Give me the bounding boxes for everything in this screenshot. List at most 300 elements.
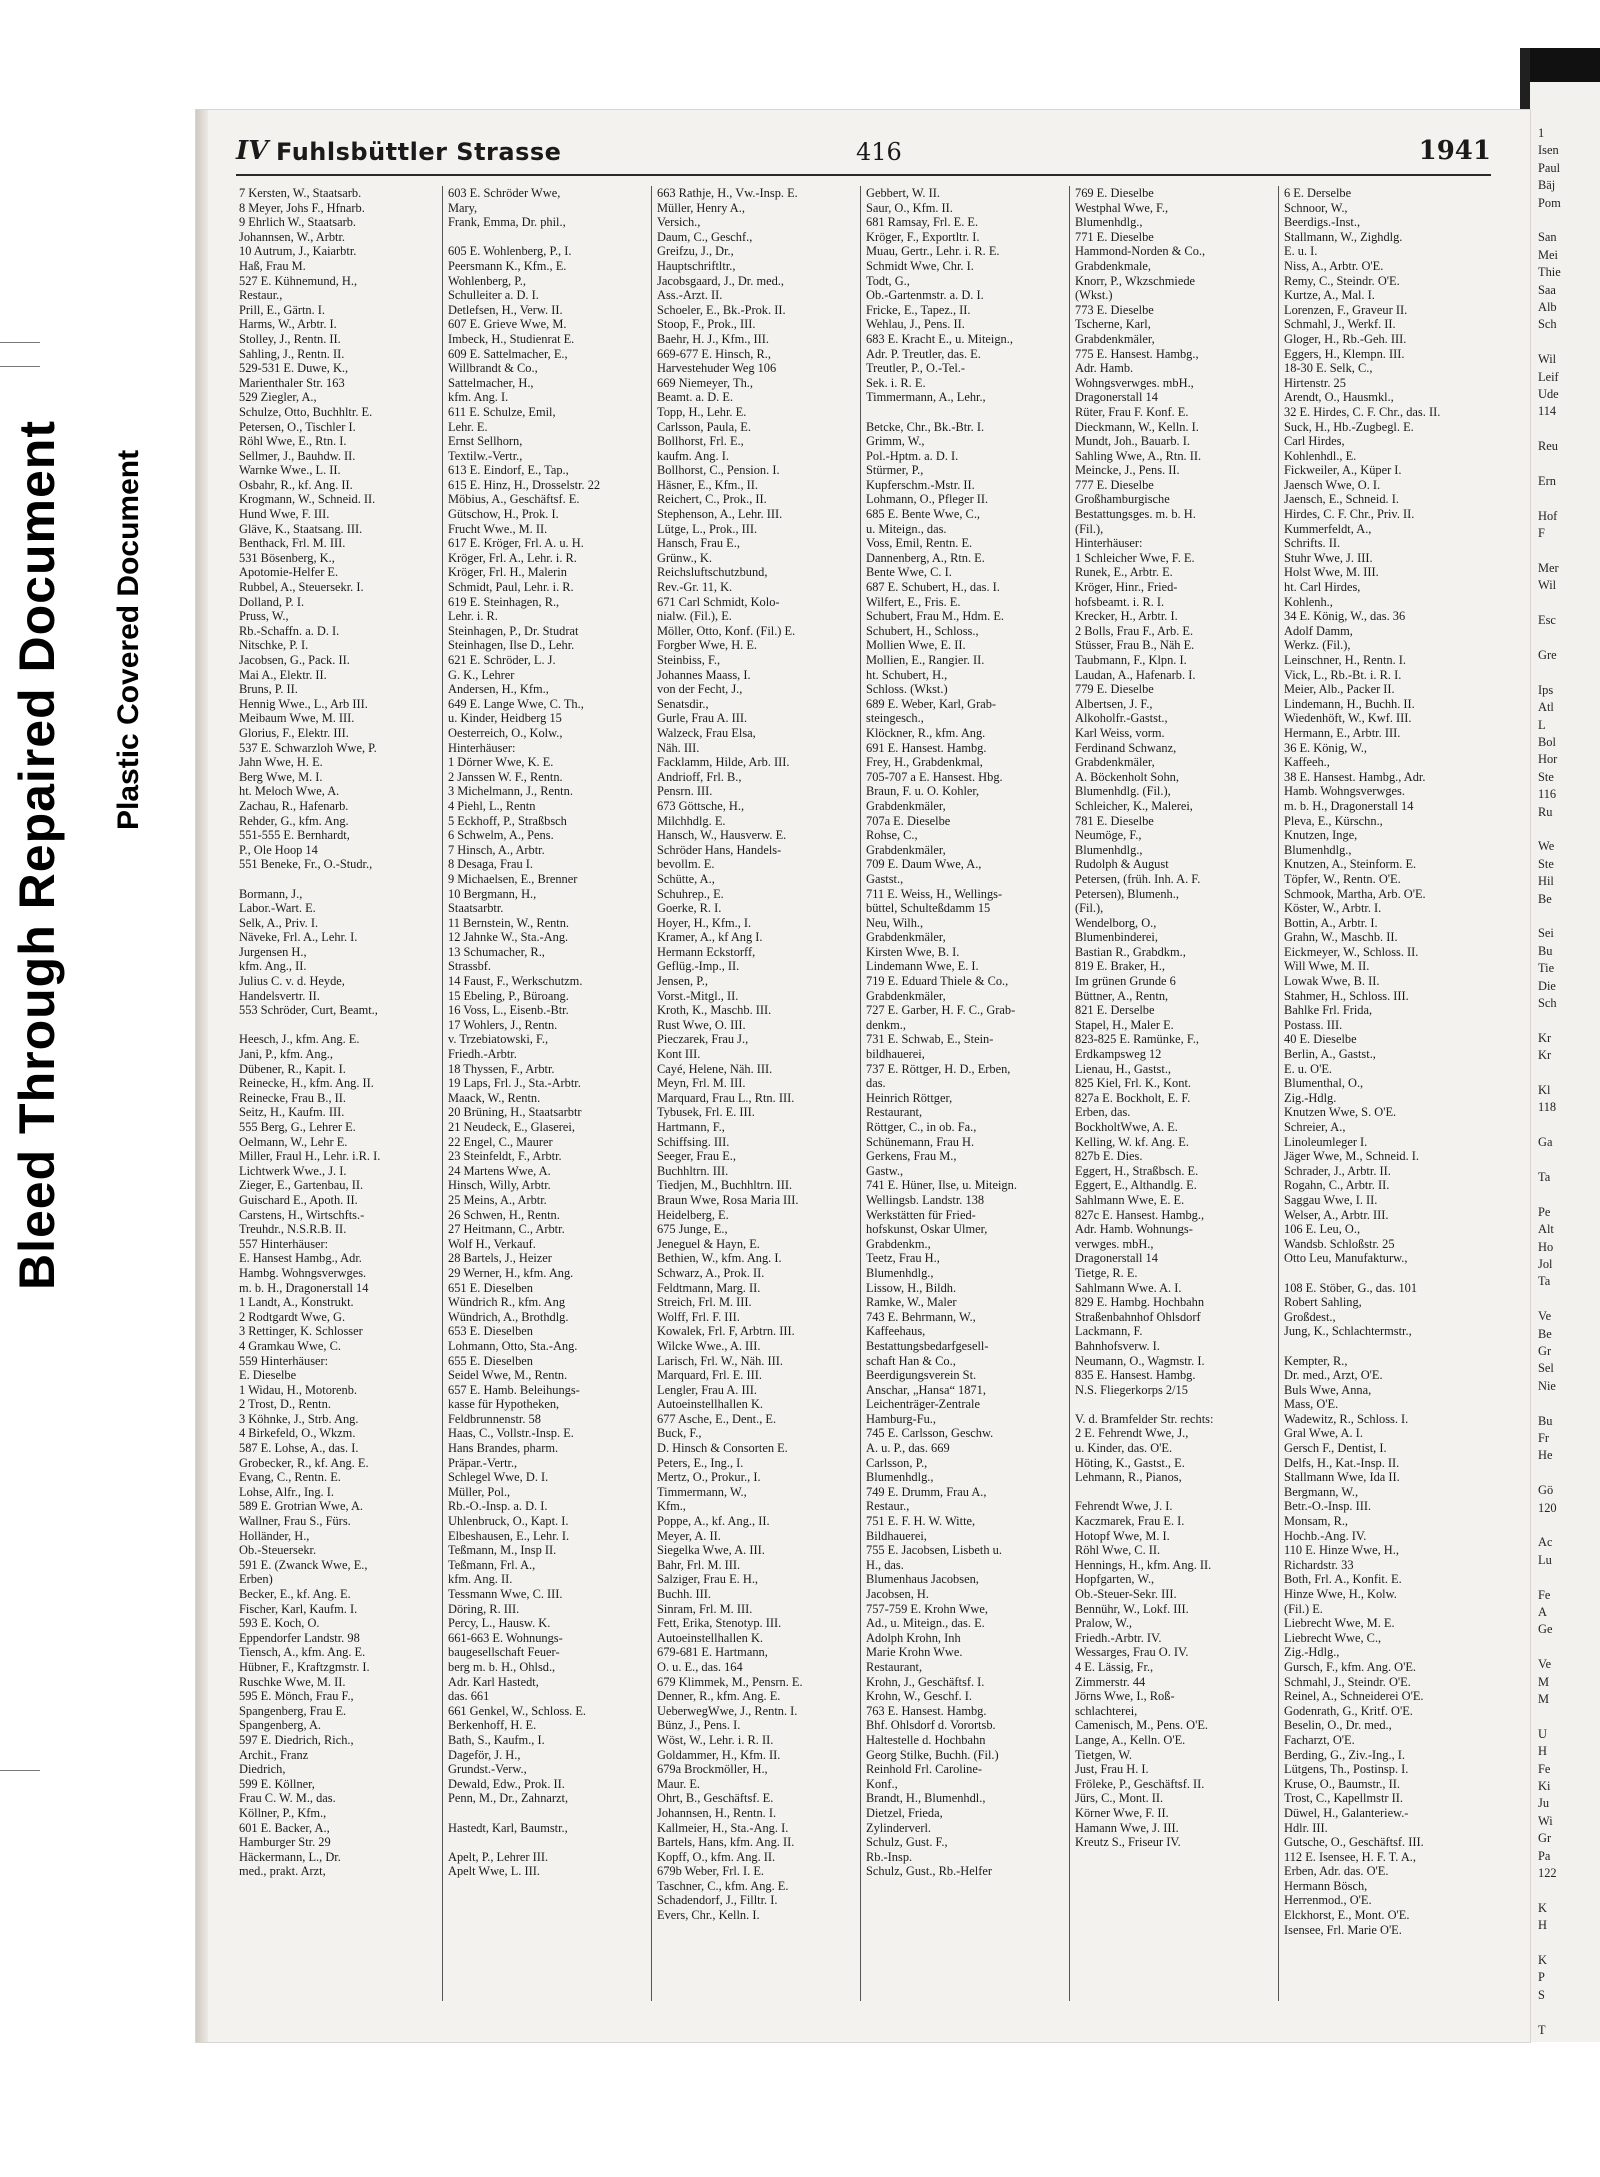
directory-entry: Jani, P., kfm. Ang., <box>239 1047 333 1062</box>
directory-entry: v. Trzebiatowski, F., <box>448 1032 549 1047</box>
directory-entry: Hauptschriftltr., <box>657 258 736 273</box>
directory-entry: Pensrn. III. <box>657 784 713 799</box>
directory-entry: Frey, H., Grabdenkmal, <box>866 755 983 770</box>
directory-entry: E. Dieselbe <box>239 1368 297 1383</box>
directory-entry: Gütschow, H., Prok. I. <box>448 507 559 522</box>
directory-entry: 689 E. Weber, Karl, Grab- <box>866 696 997 711</box>
adjacent-page-fragment: Wi <box>1538 1813 1553 1828</box>
directory-entry: 599 E. Köllner, <box>239 1776 315 1791</box>
directory-entry: Kowalek, Frl. F, Arbtrn. III. <box>657 1324 795 1339</box>
directory-entry: Meyer, A. II. <box>657 1528 721 1543</box>
directory-entry <box>1284 1266 1485 1281</box>
directory-entry: Seitz, H., Kaufm. III. <box>239 1105 345 1120</box>
margin-tick <box>0 342 40 343</box>
directory-entry: 25 Meins, A., Arbtr. <box>448 1192 547 1207</box>
directory-entry: Lohse, Alfr., Ing. I. <box>239 1484 334 1499</box>
directory-entry: hofsbeamt. i. R. I. <box>1075 594 1165 609</box>
stamp-plastic-covered: Plastic Covered Document <box>112 449 145 830</box>
directory-entry: O. u. E., das. 164 <box>657 1659 743 1674</box>
directory-entry: Grobecker, R., kf. Ang. E. <box>239 1455 369 1470</box>
edition-year: 1941 <box>1418 136 1491 166</box>
directory-entry: 10 Autrum, J., Kaiarbtr. <box>239 244 357 259</box>
column-rule <box>860 186 861 2001</box>
directory-entry: Dübener, R., Kapit. I. <box>239 1061 346 1076</box>
directory-entry: Bottin, A., Arbtr. I. <box>1284 915 1378 930</box>
directory-entry: Gersch F., Dentist, I. <box>1284 1441 1387 1456</box>
directory-entry: Werkz. (Fil.), <box>1284 638 1351 653</box>
directory-entry: Julius C. v. d. Heyde, <box>239 974 345 989</box>
directory-entry: Gläve, K., Staatsang. III. <box>239 521 363 536</box>
directory-entry: Kroth, K., Maschb. III. <box>657 1003 772 1018</box>
adjacent-page-fragment: Fe <box>1538 1587 1551 1602</box>
directory-entry: Bente Wwe, C. I. <box>866 565 952 580</box>
directory-entry: denkm., <box>866 1017 906 1032</box>
directory-entry: Büttner, A., Rentn, <box>1075 988 1169 1003</box>
adjacent-page-fragment: We <box>1538 839 1555 854</box>
directory-entry: H., das. <box>866 1557 904 1572</box>
column-rule <box>1069 186 1070 2001</box>
directory-entry: Ob.-Steuer-Sekr. III. <box>1075 1587 1177 1601</box>
directory-entry: Reinel, A., Schneiderei O'E. <box>1284 1689 1424 1704</box>
directory-entry: 32 E. Hirdes, C. F. Chr., das. II. <box>1284 404 1441 419</box>
directory-entry: 4 E. Lässig, Fr., <box>1075 1659 1154 1674</box>
directory-entry: das. <box>866 1076 886 1091</box>
directory-entry: 2 Bolls, Frau F., Arb. E. <box>1075 623 1194 638</box>
directory-entry: Jörns Wwe, I., Roß- <box>1075 1689 1175 1704</box>
directory-entry: Handelsvertr. II. <box>239 988 320 1003</box>
directory-entry: Heesch, J., kfm. Ang. E. <box>239 1032 360 1047</box>
directory-entry: schaft Han & Co., <box>866 1353 956 1368</box>
column-rule <box>1278 186 1279 2001</box>
directory-entry: Berg Wwe, M. I. <box>239 769 323 784</box>
directory-entry: Lindemann Wwe, E. I. <box>866 959 979 974</box>
directory-entry: Facklamm, Hilde, Arb. III. <box>657 755 790 770</box>
street-title: Fuhlsbüttler Strasse <box>276 138 562 166</box>
directory-entry: Neumann, O., Wagmstr. I. <box>1075 1353 1205 1368</box>
directory-entry: Hund Wwe, F. III. <box>239 507 330 522</box>
directory-entry: Topp, H., Lehr. E. <box>657 404 747 419</box>
directory-entry: Gurle, Frau A. III. <box>657 711 748 726</box>
directory-entry: 1 Widau, H., Motorenb. <box>239 1382 358 1397</box>
adjacent-page-fragment: Gö <box>1538 1483 1554 1498</box>
directory-entry: Walzeck, Frau Elsa, <box>657 725 756 740</box>
directory-entry: 673 Göttsche, H., <box>657 798 745 813</box>
directory-entry: kfm. Ang. I. <box>448 390 509 405</box>
directory-entry: Detlefsen, H., Verw. II. <box>448 302 563 317</box>
directory-entry: Pleva, E., Kürschn., <box>1284 813 1383 828</box>
directory-entry: Berlin, A., Gastst., <box>1284 1047 1376 1062</box>
directory-entry: Hamann Wwe, J. III. <box>1075 1820 1179 1835</box>
directory-entry: 653 E. Dieselben <box>448 1324 533 1339</box>
directory-entry: Reinhold Frl. Caroline- <box>866 1762 982 1777</box>
directory-columns <box>236 186 1491 2001</box>
directory-entry: 23 Steinfeldt, F., Arbtr. <box>448 1149 562 1164</box>
directory-entry: Trost, C., Kapellmstr II. <box>1284 1791 1403 1806</box>
directory-entry: Hinze Wwe, H., Kolw. <box>1284 1587 1397 1601</box>
directory-entry: Hermann Eckstorff, <box>657 944 756 959</box>
directory-entry: Osbahr, R., kf. Ang. II. <box>239 477 353 492</box>
directory-entry: Lissow, H., Bildh. <box>866 1280 957 1295</box>
directory-entry: Näh. III. <box>657 740 700 755</box>
directory-entry: Wadewitz, R., Schloss. I. <box>1284 1411 1409 1426</box>
directory-entry: Carlsson, P., <box>866 1455 928 1470</box>
stamp-bleed-through: Bleed Through Repaired Document <box>9 420 65 1290</box>
directory-entry: Bormann, J., <box>239 886 303 901</box>
directory-entry: 16 Voss, L., Eisenb.-Btr. <box>448 1003 569 1018</box>
directory-entry: 9 Ehrlich W., Staatsarb. <box>239 215 357 230</box>
adjacent-page-fragment: Fe <box>1538 1761 1551 1776</box>
directory-entry: Wolff, Frl. F. III. <box>657 1309 740 1324</box>
directory-entry: Geflüg.-Imp., II. <box>657 959 740 974</box>
directory-entry: Poppe, A., kf. Ang., II. <box>657 1514 770 1529</box>
directory-entry: Möbius, A., Geschäftsf. E. <box>448 492 580 507</box>
directory-entry: A. u. P., das. 669 <box>866 1441 950 1456</box>
directory-entry: Maur. E. <box>657 1776 701 1791</box>
directory-entry: Muau, Gertr., Lehr. i. R. E. <box>866 244 1000 259</box>
directory-entry: Braun, F. u. O. Kohler, <box>866 784 980 799</box>
directory-entry: 7 Hinsch, A., Arbtr. <box>448 842 545 857</box>
directory-entry: 771 E. Dieselbe <box>1075 229 1154 244</box>
directory-entry: 11 Bernstein, W., Rentn. <box>448 915 570 930</box>
directory-entry: verwges. mbH., <box>1075 1236 1154 1251</box>
directory-entry: Grabdenkmäler, <box>866 988 946 1003</box>
directory-entry: Elckhorst, E., Mont. O'E. <box>1284 1908 1410 1923</box>
adjacent-page-fragment: Ern <box>1538 474 1556 488</box>
directory-entry: Adr. Karl Hastedt, <box>448 1674 539 1689</box>
directory-entry: Tiensch, A., kfm. Ang. E. <box>239 1645 366 1660</box>
directory-entry: Eggert, E., Althandlg. E. <box>1075 1178 1197 1193</box>
adjacent-page-fragment: P <box>1538 1970 1545 1985</box>
directory-entry: Kempter, R., <box>1284 1353 1348 1368</box>
directory-entry: Denner, R., kfm. Ang. E. <box>657 1689 781 1704</box>
adjacent-page-fragment: Be <box>1538 891 1552 906</box>
directory-entry: Richardstr. 33 <box>1284 1557 1354 1572</box>
directory-entry: Autoeinstellhallen K. <box>657 1397 763 1412</box>
directory-entry: Grabdenkmäler, <box>1075 755 1155 770</box>
directory-entry: N.S. Fliegerkorps 2/15 <box>1075 1382 1188 1397</box>
directory-entry: Blumenhdlg., <box>866 1265 934 1280</box>
directory-entry: Meibaum Wwe, M. III. <box>239 711 355 726</box>
directory-entry: Sahling Wwe, A., Rtn. II. <box>1075 448 1202 463</box>
directory-entry: berg m. b. H., Ohlsd., <box>448 1659 556 1674</box>
directory-entry: Rüter, Frau F. Konf. E. <box>1075 404 1189 419</box>
directory-entry: Sahling, J., Rentn. II. <box>239 346 345 361</box>
directory-entry: 1 Landt, A., Konstrukt. <box>239 1295 354 1310</box>
directory-entry: Düwel, H., Galanteriew.- <box>1284 1805 1409 1820</box>
directory-entry: Guischard E., Apoth. II. <box>239 1192 358 1207</box>
directory-entry: Harvestehuder Weg 106 <box>657 361 777 376</box>
directory-entry: Selk, A., Priv. I. <box>239 915 319 930</box>
directory-entry: Stahmer, H., Schloss. III. <box>1284 988 1409 1003</box>
directory-entry: Heidelberg, E. <box>657 1207 729 1222</box>
adjacent-page-fragment: Esc <box>1538 613 1556 628</box>
directory-entry: Steinhagen, P., Dr. Studrat <box>448 623 579 638</box>
directory-entry: 675 Junge, E., <box>657 1222 728 1237</box>
directory-entry: Bollhorst, Frl. E., <box>657 434 744 449</box>
directory-entry: Tiedjen, M., Buchhltrn. III. <box>657 1178 793 1193</box>
directory-entry: Hermann Bösch, <box>1284 1878 1368 1893</box>
directory-entry: Bestattungsbedarfgesell- <box>866 1338 989 1353</box>
adjacent-page-fragment: Be <box>1538 1326 1552 1341</box>
directory-entry: das. 661 <box>448 1689 490 1704</box>
directory-entry: 18-30 E. Selk, C., <box>1284 361 1373 376</box>
directory-entry: Hammond-Norden & Co., <box>1075 244 1206 259</box>
directory-entry: Ferdinand Schwanz, <box>1075 740 1177 755</box>
directory-entry: 819 E. Braker, H., <box>1075 959 1166 974</box>
directory-entry: 769 E. Dieselbe <box>1075 186 1154 200</box>
directory-entry: 3 Michelmann, J., Rentn. <box>448 784 573 799</box>
directory-entry: Forgber Wwe, H. E. <box>657 638 758 653</box>
directory-entry: 669 Niemeyer, Th., <box>657 375 753 390</box>
directory-entry: Lütge, L., Prok., III. <box>657 521 758 536</box>
directory-entry: 559 Hinterhäuser: <box>239 1353 329 1368</box>
directory-entry: 3 Rettinger, K. Schlosser <box>239 1324 363 1339</box>
directory-entry: Sattelmacher, H., <box>448 375 534 390</box>
directory-entry: Jaensch Wwe, O. I. <box>1284 477 1381 492</box>
adjacent-page-fragment: Ga <box>1538 1135 1553 1150</box>
adjacent-page-fragment: Paul <box>1538 160 1561 175</box>
directory-entry: BockholtWwe, A. E. <box>1075 1120 1178 1134</box>
directory-entry: Klöckner, R., kfm. Ang. <box>866 725 986 740</box>
directory-entry: Grabdenkmäler, <box>1075 331 1155 346</box>
directory-entry: Buck, F., <box>657 1426 702 1441</box>
directory-entry: E. u. I. <box>1284 244 1318 259</box>
adjacent-page-fragment: Ru <box>1538 804 1553 819</box>
adjacent-page-fragment: Ips <box>1538 682 1554 697</box>
directory-entry: Blumenhdlg., <box>1075 842 1143 857</box>
directory-entry: 777 E. Dieselbe <box>1075 477 1154 492</box>
directory-entry: Holst Wwe, M. III. <box>1284 565 1379 580</box>
directory-entry: Dannenberg, A., Rtn. E. <box>866 550 985 565</box>
adjacent-page-fragment: Ta <box>1538 1274 1551 1289</box>
directory-entry: 4 Gramkau Wwe, C. <box>239 1338 341 1353</box>
directory-entry: Döring, R. III. <box>448 1601 520 1616</box>
adjacent-page-fragment: Ki <box>1538 1779 1551 1793</box>
adjacent-page-fragment: Fr <box>1538 1431 1550 1445</box>
adjacent-page-fragment: K <box>1538 1953 1547 1967</box>
directory-entry: Lichtwerk Wwe., J. I. <box>239 1163 347 1178</box>
directory-entry: Müller, Pol., <box>448 1484 511 1499</box>
directory-entry: Häsner, E., Kfm., II. <box>657 477 759 492</box>
directory-entry: 7 Kersten, W., Staatsarb. <box>239 186 362 200</box>
directory-entry: Frank, Emma, Dr. phil., <box>448 215 566 230</box>
directory-entry: 20 Brüning, H., Staatsarbtr <box>448 1105 582 1120</box>
directory-entry: Marquard, Frau L., Rtn. III. <box>657 1090 795 1105</box>
directory-entry: Meincke, J., Pens. II. <box>1075 463 1180 478</box>
directory-entry: Karl Weiss, vorm. <box>1075 725 1165 740</box>
directory-entry: Jacobsen, H. <box>866 1587 929 1601</box>
directory-entry: Erben, Adr. das. O'E. <box>1284 1864 1389 1879</box>
margin-tick <box>0 1770 40 1771</box>
directory-entry: Blumenbinderei, <box>1075 930 1158 945</box>
directory-entry: Leinschner, H., Rentn. I. <box>1284 653 1407 667</box>
directory-entry: Both, Frl. A., Konfit. E. <box>1284 1572 1402 1587</box>
directory-entry: Dewald, Edw., Prok. II. <box>448 1776 565 1791</box>
directory-entry: Röttger, C., in ob. Fa., <box>866 1120 977 1134</box>
directory-entry: Wandsb. Schloßstr. 25 <box>1284 1236 1395 1251</box>
directory-entry: Lackmann, F. <box>1075 1324 1143 1339</box>
adjacent-page-fragment: Ju <box>1538 1796 1550 1811</box>
directory-entry: Töpfer, W., Rentn. O'E. <box>1284 871 1401 886</box>
adjacent-page-fragment: Bu <box>1538 943 1553 958</box>
directory-entry: Hans Brandes, pharm. <box>448 1441 559 1456</box>
directory-entry: Kaczmarek, Frau E. I. <box>1075 1514 1185 1529</box>
directory-entry: 28 Bartels, J., Heizer <box>448 1251 552 1266</box>
adjacent-page-fragment: 116 <box>1538 787 1557 802</box>
directory-entry: 749 E. Drumm, Frau A., <box>866 1484 987 1499</box>
directory-column-2 <box>448 186 649 2001</box>
directory-entry: Feldtmann, Marg. II. <box>657 1280 761 1295</box>
directory-entry: Schloss. (Wkst.) <box>866 682 948 697</box>
adjacent-page <box>1530 48 1600 2042</box>
directory-entry: Eggert, H., Straßbsch. E. <box>1075 1163 1199 1178</box>
directory-entry: 6 E. Derselbe <box>1284 186 1352 200</box>
directory-entry: 527 E. Kühnemund, H., <box>239 273 358 288</box>
directory-entry: Pralow, W., <box>1075 1616 1133 1631</box>
margin-tick <box>0 366 40 367</box>
directory-entry: Gral Wwe, A. I. <box>1284 1426 1363 1441</box>
directory-entry: 589 E. Grotrian Wwe, A. <box>239 1499 363 1514</box>
adjacent-page-fragment: Isen <box>1538 143 1559 158</box>
directory-entry: Andrioff, Frl. B., <box>657 769 742 784</box>
directory-entry: Bastian R., Grabdkm., <box>1075 944 1186 959</box>
directory-entry: Petersen, O., Tischler I. <box>239 419 356 434</box>
adjacent-page-fragment: Sch <box>1538 996 1557 1010</box>
directory-entry: Grabdenkmäler, <box>866 842 946 857</box>
directory-entry: 681 Ramsay, Frl. E. E. <box>866 215 979 230</box>
directory-entry: Stallmann, W., Zighdlg. <box>1284 229 1403 244</box>
directory-entry <box>448 1835 649 1850</box>
directory-entry: Bahr, Frl. M. III. <box>657 1557 741 1572</box>
directory-entry: 593 E. Koch, O. <box>239 1616 320 1631</box>
directory-entry: 607 E. Grieve Wwe, M. <box>448 317 567 332</box>
directory-entry: Schubert, H., Schloss., <box>866 623 979 638</box>
directory-entry: Pieczarek, Frau J., <box>657 1032 749 1047</box>
directory-entry: 773 E. Dieselbe <box>1075 302 1154 317</box>
directory-entry: 707a E. Dieselbe <box>866 813 951 828</box>
directory-entry: Jacobsen, G., Pack. II. <box>239 653 350 667</box>
directory-entry: Zig.-Hdlg. <box>1284 1090 1337 1105</box>
directory-entry: Mass, O'E. <box>1284 1397 1339 1412</box>
directory-entry: 827b E. Dies. <box>1075 1149 1143 1164</box>
directory-entry: Liebrecht Wwe, M. E. <box>1284 1616 1395 1631</box>
directory-entry: Rb.-Schaffn. a. D. I. <box>239 623 340 638</box>
directory-entry: u. Kinder, Heidberg 15 <box>448 711 562 726</box>
directory-entry: 743 E. Behrmann, W., <box>866 1309 976 1324</box>
directory-entry: 36 E. König, W., <box>1284 740 1367 755</box>
directory-entry: 727 E. Garber, H. F. C., Grab- <box>866 1003 1016 1018</box>
directory-entry: Lange, A., Kelln. O'E. <box>1075 1732 1186 1747</box>
directory-column-6 <box>1284 186 1485 2001</box>
directory-entry: Dr. med., Arzt, O'E. <box>1284 1368 1383 1383</box>
directory-entry: Kröger, Frl. A., Lehr. i. R. <box>448 550 577 565</box>
directory-entry: Wallner, Frau S., Fürs. <box>239 1514 351 1529</box>
directory-entry: Kramer, A., kf Ang I. <box>657 930 763 945</box>
directory-entry: Adolf Damm, <box>1284 623 1353 638</box>
directory-entry: 26 Schwen, H., Rentn. <box>448 1207 560 1222</box>
directory-entry: Kurtze, A., Mal. I. <box>1284 288 1375 303</box>
directory-entry: 835 E. Hansest. Hambg. <box>1075 1368 1196 1383</box>
directory-entry: Elbeshausen, E., Lehr. I. <box>448 1528 570 1543</box>
page-binding-edge <box>196 110 208 2042</box>
directory-entry: Gutsche, O., Geschäftsf. III. <box>1284 1835 1424 1850</box>
directory-entry: Mertz, O., Prokur., I. <box>657 1470 761 1485</box>
directory-entry: 719 E. Eduard Thiele & Co., <box>866 974 1009 989</box>
directory-entry: Robert Sahling, <box>1284 1295 1362 1310</box>
directory-entry: Oelmann, W., Lehr E. <box>239 1134 348 1149</box>
adjacent-page-fragment: Hil <box>1538 874 1554 889</box>
directory-entry: Krogmann, W., Schneid. II. <box>239 492 376 507</box>
directory-entry: Werkstätten für Fried- <box>866 1207 976 1222</box>
directory-entry: Restaurant, <box>866 1105 923 1120</box>
adjacent-page-fragment: Sch <box>1538 317 1557 332</box>
directory-entry: 29 Werner, H., kfm. Ang. <box>448 1265 574 1280</box>
directory-entry: 827a E. Bockholt, E. F. <box>1075 1090 1191 1105</box>
directory-entry: Bergmann, W., <box>1284 1484 1359 1499</box>
directory-entry: Hamburger Str. 29 <box>239 1835 331 1850</box>
directory-entry: Blumenhdlg., <box>1284 842 1352 857</box>
directory-entry: Jensen, P., <box>657 974 708 989</box>
directory-entry: 613 E. Eindorf, E., Tap., <box>448 463 569 478</box>
directory-entry: Hastedt, Karl, Baumstr., <box>448 1820 568 1835</box>
directory-entry: Bahlke Frl. Frida, <box>1284 1003 1373 1018</box>
directory-entry: Staatsarbtr. <box>448 901 504 916</box>
directory-entry: 651 E. Dieselben <box>448 1280 533 1295</box>
directory-entry: Arendt, O., Hausmkl., <box>1284 390 1394 405</box>
directory-entry: Gebbert, W. II. <box>866 186 940 200</box>
directory-entry: 2 E. Fehrendt Wwe, J., <box>1075 1426 1189 1441</box>
directory-entry: Heinrich Röttger, <box>866 1090 953 1105</box>
directory-entry: Nitschke, P. I. <box>239 638 309 653</box>
directory-entry: Willbrandt & Co., <box>448 361 538 376</box>
directory-entry: Lengler, Frau A. III. <box>657 1382 757 1397</box>
adjacent-page-fragment: Alt <box>1538 1222 1554 1237</box>
directory-entry: Mollien Wwe, E. II. <box>866 638 966 653</box>
directory-entry: Andersen, H., Kfm., <box>448 682 549 697</box>
adjacent-page-fragment: Nie <box>1538 1378 1556 1393</box>
directory-entry: Sahlmann Wwe. A. I. <box>1075 1280 1182 1295</box>
directory-entry: 112 E. Isensee, H. F. T. A., <box>1284 1849 1416 1864</box>
directory-entry: Eggers, H., Klempn. III. <box>1284 346 1405 361</box>
directory-entry: Imbeck, H., Studienrat E. <box>448 331 575 346</box>
directory-entry: 3 Köhnke, J., Strb. Ang. <box>239 1411 359 1426</box>
directory-entry: 21 Neudeck, E., Glaserei, <box>448 1120 575 1134</box>
directory-entry: Hermann, E., Arbtr. III. <box>1284 725 1401 740</box>
directory-entry: 15 Ebeling, P., Büroang. <box>448 988 569 1003</box>
directory-entry: Frau C. W. M., das. <box>239 1791 336 1806</box>
directory-entry: Betr.-O.-Insp. III. <box>1284 1499 1372 1514</box>
adjacent-page-fragment: Jol <box>1538 1257 1553 1271</box>
directory-entry: Wolf H., Verkauf. <box>448 1236 536 1251</box>
directory-entry: Harms, W., Arbtr. I. <box>239 317 337 332</box>
directory-entry: Blumenhaus Jacobsen, <box>866 1572 979 1587</box>
directory-entry: 6 Schwelm, A., Pens. <box>448 828 554 843</box>
directory-entry: Berkenhoff, H. E. <box>448 1718 537 1733</box>
directory-entry: 551 Beneke, Fr., O.-Studr., <box>239 857 373 872</box>
directory-entry: 763 E. Hansest. Hambg. <box>866 1703 987 1718</box>
adjacent-page-fragment: Ude <box>1538 387 1559 401</box>
directory-entry: Fischer, Karl, Kaufm. I. <box>239 1601 358 1616</box>
directory-entry: u. Kinder, das. O'E. <box>1075 1441 1173 1456</box>
directory-entry: Rev.-Gr. 11, K. <box>657 580 733 595</box>
directory-entry: Peersmann K., Kfm., E. <box>448 258 567 273</box>
directory-entry <box>1075 1485 1276 1500</box>
adjacent-page-fragment: Sel <box>1538 1361 1554 1376</box>
directory-entry: Rudolph & August <box>1075 857 1169 872</box>
directory-entry: Hoyer, H., Kfm., I. <box>657 915 752 930</box>
directory-entry: Marie Krohn Wwe. <box>866 1645 963 1660</box>
directory-entry: Kreutz S., Friseur IV. <box>1075 1835 1181 1850</box>
